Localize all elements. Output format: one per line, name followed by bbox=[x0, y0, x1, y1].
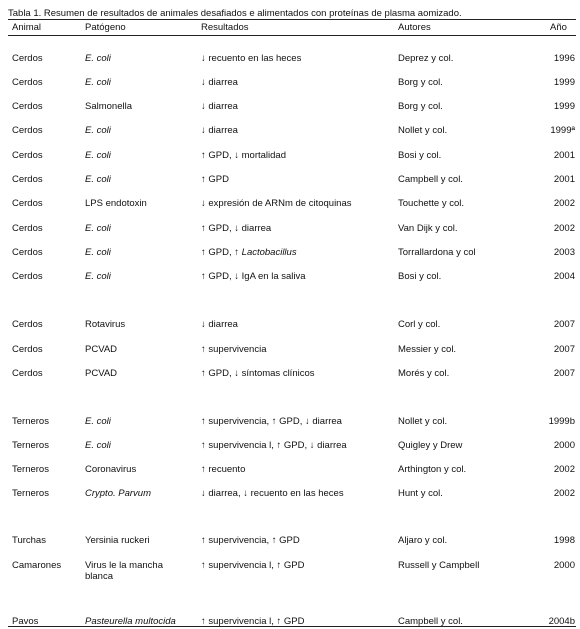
cell-pathogen: E. coli bbox=[85, 150, 111, 161]
header-rule bbox=[8, 35, 576, 36]
cell-pathogen: E. coli bbox=[85, 223, 111, 234]
cell-pathogen: Yersinia ruckeri bbox=[85, 535, 150, 546]
cell-authors: Borg y col. bbox=[398, 77, 443, 88]
cell-year: 2002 bbox=[553, 488, 575, 499]
cell-results bbox=[201, 560, 304, 572]
cell-pathogen: E. coli bbox=[85, 416, 111, 427]
cell-results bbox=[201, 368, 315, 380]
cell-results bbox=[201, 198, 352, 210]
cell-year: 1999 bbox=[553, 77, 575, 88]
cell-year: 2000 bbox=[553, 560, 575, 571]
results-text: ↑ supervivencia l, ↑ GPD bbox=[201, 616, 305, 627]
results-text: ↑ GPD, ↓ mortalidad bbox=[201, 150, 286, 161]
cell-pathogen-line2: blanca bbox=[85, 571, 113, 582]
cell-results bbox=[201, 440, 347, 452]
cell-results bbox=[201, 271, 306, 283]
cell-animal: Cerdos bbox=[12, 174, 43, 185]
cell-animal: Cerdos bbox=[12, 101, 43, 112]
cell-results bbox=[201, 344, 266, 356]
cell-animal: Cerdos bbox=[12, 77, 43, 88]
cell-animal: Cerdos bbox=[12, 198, 43, 209]
cell-pathogen: Coronavirus bbox=[85, 464, 137, 475]
cell-year: 2007 bbox=[553, 344, 575, 355]
header-year: Año bbox=[550, 22, 567, 33]
results-text: ↑ GPD, ↑ bbox=[201, 247, 242, 258]
cell-authors: Nollet y col. bbox=[398, 125, 448, 136]
results-text: ↑ GPD bbox=[201, 174, 229, 185]
cell-year: 1999 bbox=[553, 101, 575, 112]
results-text: ↑ recuento bbox=[201, 464, 246, 475]
cell-year: 2001 bbox=[553, 150, 575, 161]
cell-year: 1999b bbox=[548, 416, 575, 427]
cell-pathogen: Pasteurella multocida bbox=[85, 616, 176, 627]
cell-animal: Cerdos bbox=[12, 223, 43, 234]
cell-pathogen: E. coli bbox=[85, 247, 111, 258]
cell-animal: Cerdos bbox=[12, 319, 43, 330]
cell-pathogen: E. coli bbox=[85, 174, 111, 185]
cell-authors: Arthington y col. bbox=[398, 464, 467, 475]
cell-authors: Deprez y col. bbox=[398, 53, 454, 64]
results-text: ↓ diarrea bbox=[201, 319, 238, 330]
cell-pathogen: Crypto. Parvum bbox=[85, 488, 151, 499]
cell-animal: Cerdos bbox=[12, 271, 43, 282]
header-animal: Animal bbox=[12, 22, 42, 33]
cell-pathogen: LPS endotoxin bbox=[85, 198, 147, 209]
cell-year: 1999ª bbox=[550, 125, 575, 136]
cell-results bbox=[201, 125, 238, 137]
cell-results bbox=[201, 247, 297, 259]
results-text: Lactobacillus bbox=[241, 247, 297, 258]
cell-pathogen: E. coli bbox=[85, 77, 111, 88]
cell-pathogen: PCVAD bbox=[85, 344, 118, 355]
header-pathogen: Patógeno bbox=[85, 22, 126, 33]
cell-pathogen: Rotavirus bbox=[85, 319, 126, 330]
cell-year: 2007 bbox=[553, 319, 575, 330]
cell-year: 2001 bbox=[553, 174, 575, 185]
cell-year: 2002 bbox=[553, 198, 575, 209]
results-text: ↓ expresión de ARNm de citoquinas bbox=[201, 198, 352, 209]
header-authors: Autores bbox=[398, 22, 431, 33]
cell-pathogen: E. coli bbox=[85, 271, 111, 282]
cell-results bbox=[201, 77, 238, 89]
cell-results bbox=[201, 150, 286, 162]
cell-pathogen: Virus le la mancha bbox=[85, 560, 163, 571]
cell-animal: Cerdos bbox=[12, 125, 43, 136]
cell-authors: Corl y col. bbox=[398, 319, 441, 330]
bottom-rule bbox=[8, 626, 576, 627]
results-text: ↓ diarrea bbox=[201, 77, 238, 88]
cell-year: 1998 bbox=[553, 535, 575, 546]
cell-animal: Cerdos bbox=[12, 150, 43, 161]
top-rule bbox=[8, 19, 576, 20]
cell-animal: Camarones bbox=[12, 560, 62, 571]
cell-animal: Terneros bbox=[12, 488, 49, 499]
cell-authors: Messier y col. bbox=[398, 344, 457, 355]
cell-pathogen: PCVAD bbox=[85, 368, 118, 379]
results-text: ↓ recuento en las heces bbox=[201, 53, 302, 64]
cell-pathogen: E. coli bbox=[85, 53, 111, 64]
cell-authors: Bosi y col. bbox=[398, 150, 442, 161]
cell-authors: Quigley y Drew bbox=[398, 440, 463, 451]
results-text: ↑ GPD, ↓ síntomas clínicos bbox=[201, 368, 315, 379]
results-text: ↑ supervivencia, ↑ GPD, ↓ diarrea bbox=[201, 416, 342, 427]
cell-animal: Terneros bbox=[12, 464, 49, 475]
cell-animal: Turchas bbox=[12, 535, 46, 546]
results-text: ↑ supervivencia l, ↑ GPD bbox=[201, 560, 305, 571]
cell-year: 2002 bbox=[553, 223, 575, 234]
results-text: ↓ diarrea bbox=[201, 125, 238, 136]
results-text: ↑ supervivencia bbox=[201, 344, 267, 355]
table-caption: Tabla 1. Resumen de resultados de animales desafiados e alimentados con proteínas de plasma aomizado. bbox=[8, 8, 462, 19]
cell-pathogen: E. coli bbox=[85, 440, 111, 451]
cell-authors: Russell y Campbell bbox=[398, 560, 480, 571]
cell-authors: Touchette y col. bbox=[398, 198, 465, 209]
cell-animal: Cerdos bbox=[12, 53, 43, 64]
results-text: ↑ GPD, ↓ IgA en la saliva bbox=[201, 271, 306, 282]
cell-year: 2002 bbox=[553, 464, 575, 475]
cell-animal: Cerdos bbox=[12, 247, 43, 258]
cell-results bbox=[201, 223, 271, 235]
results-text: ↑ GPD, ↓ diarrea bbox=[201, 223, 272, 234]
cell-animal: Pavos bbox=[12, 616, 39, 627]
cell-authors: Aljaro y col. bbox=[398, 535, 448, 546]
cell-year: 2000 bbox=[553, 440, 575, 451]
cell-authors: Hunt y col. bbox=[398, 488, 443, 499]
cell-authors: Bosi y col. bbox=[398, 271, 442, 282]
cell-results bbox=[201, 535, 300, 547]
cell-year: 2003 bbox=[553, 247, 575, 258]
cell-results bbox=[201, 464, 245, 476]
cell-animal: Cerdos bbox=[12, 344, 43, 355]
cell-year: 1996 bbox=[553, 53, 575, 64]
cell-authors: Campbell y col. bbox=[398, 174, 463, 185]
cell-authors: Morés y col. bbox=[398, 368, 450, 379]
cell-results bbox=[201, 174, 229, 186]
cell-authors: Campbell y col. bbox=[398, 616, 463, 627]
cell-results bbox=[201, 416, 342, 428]
results-text: ↓ diarrea, ↓ recuento en las heces bbox=[201, 488, 344, 499]
results-text: ↑ supervivencia l, ↑ GPD, ↓ diarrea bbox=[201, 440, 347, 451]
cell-authors: Van Dijk y col. bbox=[398, 223, 458, 234]
cell-results bbox=[201, 101, 238, 113]
cell-year: 2007 bbox=[553, 368, 575, 379]
cell-results bbox=[201, 53, 301, 65]
header-results: Resultados bbox=[201, 22, 249, 33]
cell-year: 2004 bbox=[553, 271, 575, 282]
cell-authors: Torrallardona y col bbox=[398, 247, 476, 258]
results-text: ↑ supervivencia, ↑ GPD bbox=[201, 535, 300, 546]
cell-results bbox=[201, 488, 344, 500]
cell-animal: Terneros bbox=[12, 440, 49, 451]
cell-year: 2004b bbox=[548, 616, 575, 627]
cell-authors: Borg y col. bbox=[398, 101, 443, 112]
cell-animal: Terneros bbox=[12, 416, 49, 427]
cell-animal: Cerdos bbox=[12, 368, 43, 379]
cell-results bbox=[201, 319, 238, 331]
results-text: ↓ diarrea bbox=[201, 101, 238, 112]
cell-authors: Nollet y col. bbox=[398, 416, 448, 427]
cell-pathogen: Salmonella bbox=[85, 101, 132, 112]
cell-pathogen: E. coli bbox=[85, 125, 111, 136]
